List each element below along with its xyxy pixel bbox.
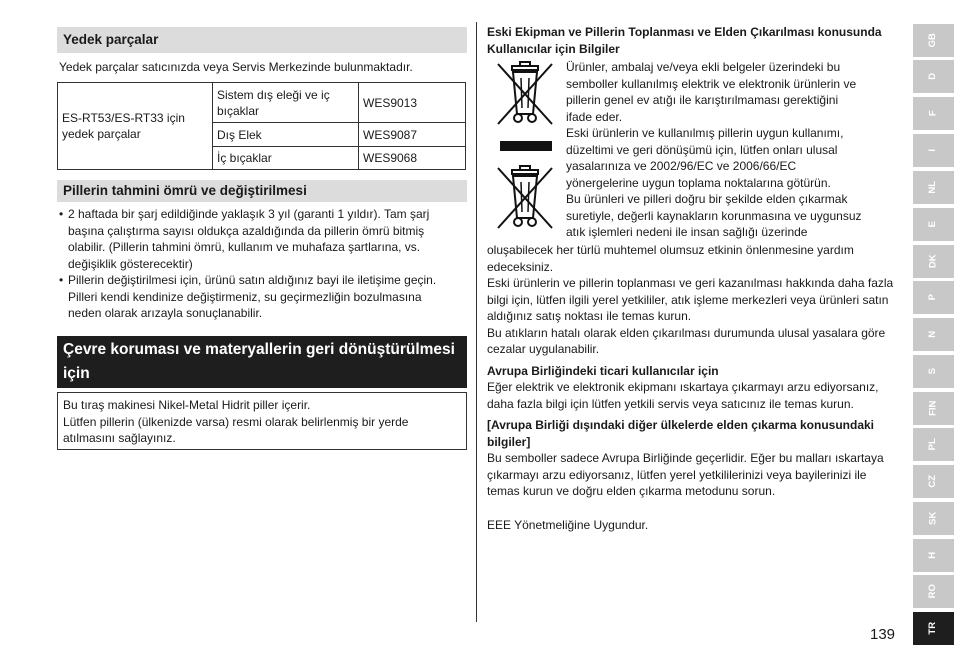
tab-s[interactable] [913,355,954,388]
tab-pl[interactable] [913,428,954,461]
eee-compliance-text: EEE Yönetmeliğine Uygundur. [487,517,649,532]
weee-line: düzeltimi ve geri dönüşümü için, lütfen onları ulusal [566,142,838,157]
tab-gb[interactable] [913,24,954,57]
spare-parts-heading: Yedek parçalar [57,27,467,53]
weee-line: semboller kullanılmış elektrik ve elektronik ürünlerin ve [566,76,857,91]
tab-label: S [927,368,939,375]
tab-label: DK [927,254,939,269]
tab-label: I [927,149,939,152]
disposal-body [487,242,897,533]
tab-label: F [927,110,939,117]
black-bar-icon [500,141,552,151]
weee-line: Bu ürünleri ve pilleri doğru bir şekilde elden çıkarmak [566,192,848,206]
disposal-paragraph: oluşabilecek her türlü muhtemel olumsuz etkinin önlenmesine yardım edeceksiniz. [487,243,854,274]
crossed-bin-icon [494,164,556,230]
list-item: • Pillerin değiştirilmesi için, ürünü satın aldığınız bayi ile iletişime geçin. Pilleri kendi kendinize değiştirmeniz, su geçirmezliğin bozulmasına neden olarak arızayla sonuçlanabilir. [59,272,454,322]
tab-f[interactable] [913,97,954,130]
tab-fin[interactable] [913,392,954,425]
weee-line: Ürünler, ambalaj ve/veya ekli belgeler üzerindeki bu [566,60,841,74]
tab-sk[interactable] [913,502,954,535]
table-code-cell: WES9068 [359,147,466,170]
table-label-cell: ES-RT53/ES-RT33 için yedek parçalar [58,83,213,170]
disposal-paragraph: Bu atıkların hatalı olarak elden çıkarılması durumunda ulusal yasalara göre cezalar uygulanabilir. [487,325,886,356]
weee-line: yönergelerine uygun toplama noktalarına götürün. [566,175,831,190]
tab-label: GB [927,33,939,48]
tab-label: NL [927,181,939,194]
tab-label: P [927,294,939,301]
tab-cz[interactable] [913,465,954,498]
column-divider [476,22,477,622]
weee-line: atık işlemleri nedeni ile insan sağlığı üzerinde [566,225,808,239]
tab-p[interactable] [913,281,954,314]
weee-line: pillerin genel ev atığı ile karıştırılmaması gerektiğini [566,93,839,107]
tab-nl[interactable] [913,171,954,204]
environment-box [57,392,467,450]
table-part-cell: İç bıçaklar [213,147,359,170]
tab-i[interactable] [913,134,954,167]
environment-heading: Çevre koruması ve materyallerin geri dönüştürülmesi için [57,336,467,388]
weee-line: yasalarınıza ve 2002/96/EC ve 2006/66/EC [566,159,797,173]
page-number: 139 [870,626,896,643]
table-part-cell: Dış Elek [213,123,359,147]
environment-line: Bu tıraş makinesi Nikel-Metal Hidrit piller içerir. [63,398,311,412]
spare-parts-table [57,82,466,170]
disposal-paragraph: Eski ürünlerin ve pillerin toplanması ve geri kazanılması hakkında daha fazla bilgi için, lütfen ilgili yerel yetkililer, atık işleme merkezleri veya ürünleri satın aldığınız satış noktası ile temas kurun. [487,276,894,323]
non-eu-text: Bu semboller sadece Avrupa Birliğinde geçerlidir. Eğer bu malları ıskartaya çıkarmayı arzu ediyorsanız, lütfen yerel yetkililerinizi veya bayilerinizi ile temas kurun ve doğru elden çıkarma metodunu sorun. [487,451,884,498]
disposal-heading: Eski Ekipman ve Pillerin Toplanması ve Elden Çıkarılması konusunda Kullanıcılar için Bilgiler [487,25,882,56]
spare-parts-text: Yedek parçalar satıcınızda veya Servis Merkezinde bulunmaktadır. [59,60,413,74]
table-code-cell: WES9087 [359,123,466,147]
tab-h[interactable] [913,539,954,572]
weee-line: ifade eder. [566,109,623,124]
tab-label: E [927,221,939,228]
tab-label: H [927,552,939,559]
battery-heading: Pillerin tahmini ömrü ve değiştirilmesi [57,180,467,202]
tab-label: PL [927,438,939,451]
crossed-bin-icon [494,60,556,126]
weee-text [566,59,906,241]
tab-label: RO [927,584,939,599]
table-part-cell: Sistem dış eleği ve iç bıçaklar [213,83,359,123]
tab-label: TR [927,622,939,635]
tab-ro[interactable] [913,575,954,608]
weee-line: Eski ürünlerin ve kullanılmış pillerin uygun kullanımı, [566,126,844,140]
environment-line: Lütfen pillerin (ülkenizde varsa) resmi olarak belirlenmiş bir yerde atılmasını sağlayınız. [63,414,409,445]
tab-label: SK [927,511,939,526]
eu-heading: Avrupa Birliğindeki ticari kullanıcılar için [487,363,719,378]
tab-e[interactable] [913,208,954,241]
tab-dk[interactable] [913,245,954,278]
tab-tr[interactable] [913,612,954,645]
list-item: • 2 haftada bir şarj edildiğinde yaklaşık 3 yıl (garanti 1 yıldır). Tam şarj başına çalıştırma sayısı oldukça azaldığında da pillerin ömrü bitmiş olabilir. (Pillerin tahmini ömrü, kullanım ve muhafaza şartlarına, vs. değişiklik gösterecektir) [59,206,454,272]
tab-label: CZ [927,475,939,488]
tab-label: D [927,73,939,80]
weee-line: suretiyle, değerli kaynakların korunmasına ve uygunsuz [566,208,862,223]
eu-text: Eğer elektrik ve elektronik ekipmanı ıskartaya çıkarmayı arzu ediyorsanız, daha fazla bilgi için lütfen yetkili servis veya satıcınız ile temas kurun. [487,380,879,411]
tab-label: N [927,331,939,338]
tab-label: FIN [927,400,939,417]
battery-bullet-list [59,206,454,322]
table-code-cell: WES9013 [359,83,466,123]
tab-d[interactable] [913,60,954,93]
non-eu-heading: [Avrupa Birliği dışındaki diğer ülkelerde elden çıkarma konusundaki bilgiler] [487,418,874,449]
tab-n[interactable] [913,318,954,351]
